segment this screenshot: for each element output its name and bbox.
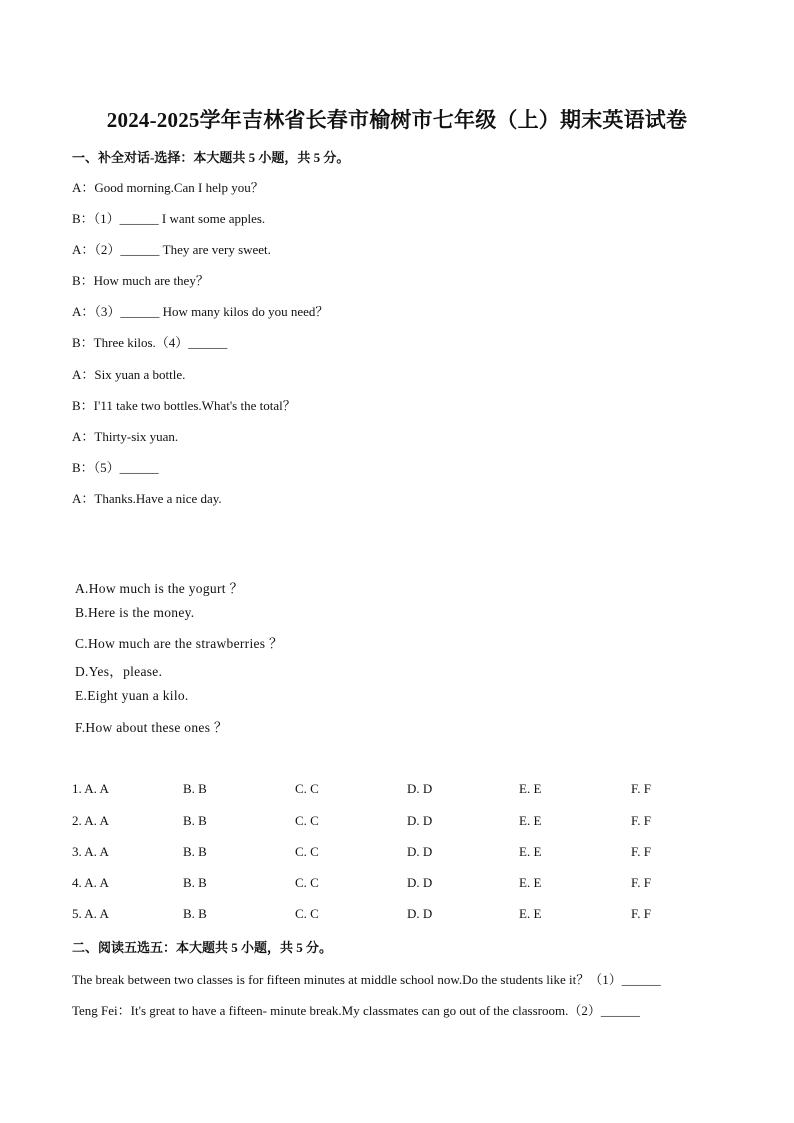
option-c: C.How much are the strawberries ？: [75, 636, 283, 651]
answer-choice-d[interactable]: D. D: [407, 781, 433, 796]
reading-paragraph: The break between two classes is for fifteen minutes at middle school now.Do the students like it？（1）______: [72, 972, 661, 987]
dialogue-line: A：（2）______ They are very sweet.: [72, 242, 271, 257]
section-2-heading: 二、阅读五选五：本大题共 5 小题，共 5 分。: [72, 940, 333, 955]
choice-label: A. A: [84, 906, 109, 921]
answer-choice-f[interactable]: F. F: [631, 844, 651, 859]
answer-choice-e[interactable]: E. E: [519, 781, 542, 796]
answer-choice-f[interactable]: F. F: [631, 813, 651, 828]
answer-choice-c[interactable]: C. C: [295, 875, 319, 890]
answer-choice-b[interactable]: B. B: [183, 813, 207, 828]
answer-choice-c[interactable]: C. C: [295, 906, 319, 921]
answer-choice-d[interactable]: D. D: [407, 813, 433, 828]
option-f: F.How about these ones ？: [75, 720, 228, 735]
dialogue-line: B：（1）______ I want some apples.: [72, 211, 266, 226]
answer-choice-a[interactable]: [72, 844, 109, 860]
answer-choice-e[interactable]: E. E: [519, 844, 542, 859]
answer-choice-b[interactable]: B. B: [183, 781, 207, 796]
answer-choice-f[interactable]: F. F: [631, 875, 651, 890]
answer-choice-f[interactable]: F. F: [631, 906, 651, 921]
reading-paragraph: Teng Fei：It's great to have a fifteen- minute break.My classmates can go out of the classroom.（2）______: [72, 1003, 640, 1018]
answer-choice-a[interactable]: [72, 781, 109, 797]
choice-label: A. A: [84, 875, 109, 890]
dialogue-line: A：Good morning.Can I help you？: [72, 180, 264, 195]
question-number: 2.: [72, 813, 82, 828]
dialogue-line: A：Six yuan a bottle.: [72, 367, 186, 382]
question-number: 3.: [72, 844, 82, 859]
dialogue-line: B：How much are they？: [72, 273, 209, 288]
section-1-heading: 一、补全对话-选择：本大题共 5 小题，共 5 分。: [72, 150, 350, 165]
option-b: B.Here is the money.: [75, 605, 195, 620]
answer-row-4: [72, 875, 732, 893]
answer-choice-c[interactable]: C. C: [295, 844, 319, 859]
answer-choice-a[interactable]: [72, 813, 109, 829]
answer-row-2: [72, 813, 732, 831]
dialogue-line: A：（3）______ How many kilos do you need？: [72, 304, 329, 319]
answer-choice-e[interactable]: E. E: [519, 906, 542, 921]
question-number: 4.: [72, 875, 82, 890]
answer-row-3: [72, 844, 732, 862]
choice-label: A. A: [84, 781, 109, 796]
choice-label: A. A: [84, 844, 109, 859]
dialogue-line: B：Three kilos.（4）______: [72, 335, 228, 350]
dialogue-line: B：I'11 take two bottles.What's the total？: [72, 398, 296, 413]
answer-choice-e[interactable]: E. E: [519, 875, 542, 890]
answer-choice-d[interactable]: D. D: [407, 875, 433, 890]
answer-choice-d[interactable]: D. D: [407, 906, 433, 921]
answer-choice-f[interactable]: F. F: [631, 781, 651, 796]
answer-choice-b[interactable]: B. B: [183, 906, 207, 921]
answer-choice-a[interactable]: [72, 906, 109, 922]
answer-choice-e[interactable]: E. E: [519, 813, 542, 828]
answer-choice-c[interactable]: C. C: [295, 813, 319, 828]
dialogue-line: A：Thanks.Have a nice day.: [72, 491, 222, 506]
option-e: E.Eight yuan a kilo.: [75, 688, 189, 703]
answer-row-1: [72, 781, 732, 799]
answer-choice-b[interactable]: B. B: [183, 844, 207, 859]
question-number: 1.: [72, 781, 82, 796]
answer-choice-c[interactable]: C. C: [295, 781, 319, 796]
answer-row-5: [72, 906, 732, 924]
option-a: A.How much is the yogurt ？: [75, 581, 244, 596]
choice-label: A. A: [84, 813, 109, 828]
question-number: 5.: [72, 906, 82, 921]
dialogue-line: A：Thirty-six yuan.: [72, 429, 179, 444]
answer-choice-a[interactable]: [72, 875, 109, 891]
dialogue-line: B：（5）______: [72, 460, 159, 475]
answer-choice-b[interactable]: B. B: [183, 875, 207, 890]
answer-choice-d[interactable]: D. D: [407, 844, 433, 859]
option-d: D.Yes，please.: [75, 664, 163, 679]
page-title: 2024-2025学年吉林省长春市榆树市七年级（上）期末英语试卷: [106, 108, 688, 132]
